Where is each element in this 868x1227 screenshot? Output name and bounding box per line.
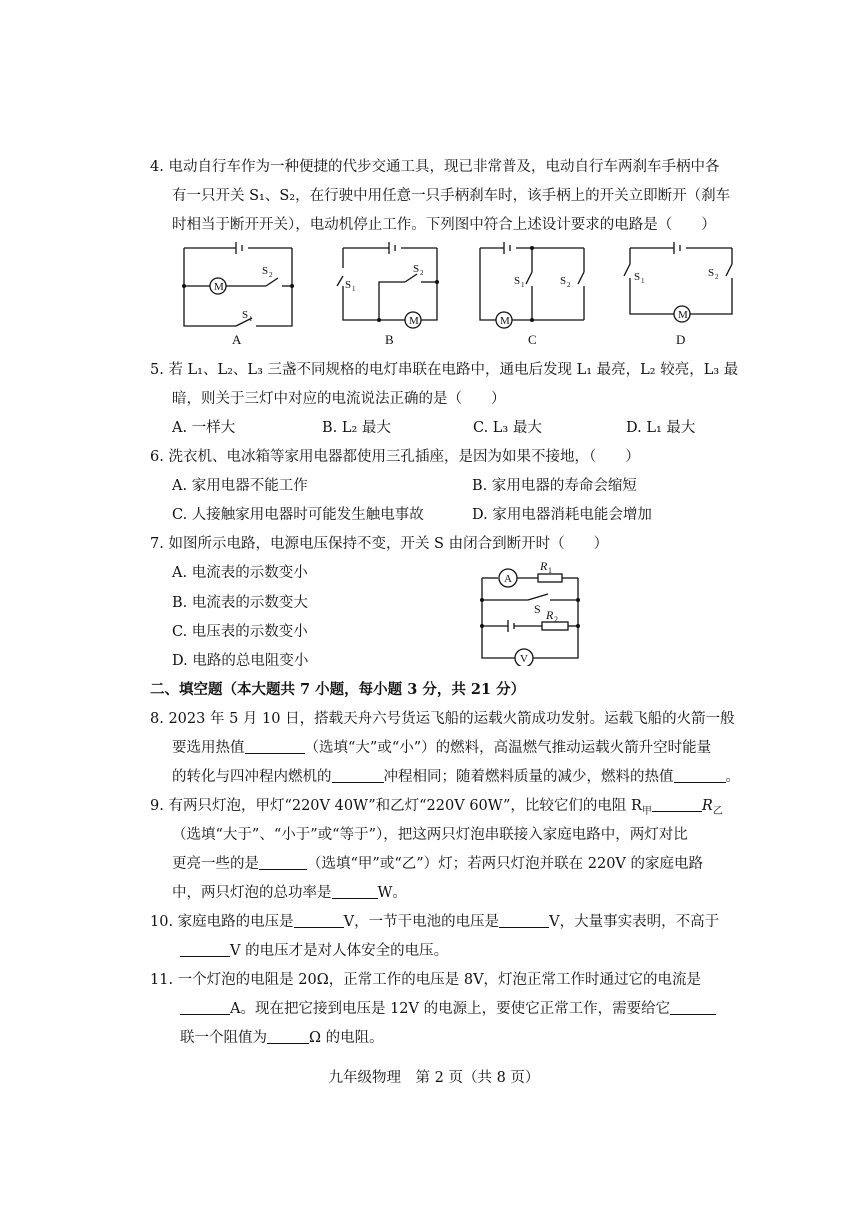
q5-option-a: A. 一样大 — [172, 420, 236, 436]
motor-label: M — [214, 281, 224, 293]
q10-line-2: V 的电压才是对人体安全的电压。 — [180, 941, 448, 961]
answer-blank[interactable] — [245, 739, 305, 754]
q8-line-2: 要选用热值 （选填“大”或“小”）的燃料，高温燃气推动运载火箭升空时能量 — [172, 740, 712, 756]
q7-option-d: D. 电路的总电阻变小 — [172, 653, 309, 669]
r2-sub: 2 — [554, 615, 558, 624]
q9-line-1: 9. 有两只灯泡，甲灯“220V 40W”和乙灯“220V 60W”，比较它们的电阻 $R_甲$ $R_乙$ — [150, 798, 723, 817]
answer-blank[interactable] — [180, 1000, 230, 1015]
q7-option-a: A. 电流表的示数变小 — [172, 565, 308, 581]
switch-s1-label: S — [242, 309, 249, 321]
q11-line-2: A。现在把它接到电压是 12V 的电源上，要使它正常工作，需要给它 — [180, 999, 716, 1019]
ammeter-label: A — [504, 573, 512, 585]
r1-sub: 1 — [548, 566, 552, 575]
q11-line-1: 11. 一个灯泡的电阻是 20Ω，正常工作的电压是 8V，灯泡正常工作时通过它的电流是 — [150, 972, 702, 988]
answer-blank[interactable] — [499, 913, 549, 928]
option-label: B — [385, 332, 394, 347]
page-footer: 九年级物理 第 2 页（共 8 页） — [328, 1070, 540, 1086]
option-label: A — [232, 332, 242, 347]
q9-line-2: （选填“大于”、“小于”或“等于”），把这两只灯泡串联接入家庭电路中，两灯对比 — [172, 827, 688, 843]
switch-s2-label: S — [708, 267, 715, 279]
q7-option-c: C. 电压表的示数变小 — [172, 624, 308, 640]
q6-option-b: B. 家用电器的寿命会缩短 — [472, 478, 637, 494]
answer-blank[interactable] — [294, 913, 344, 928]
switch-s2-label: S — [413, 263, 420, 275]
switch-s2-sub: 2 — [420, 269, 424, 277]
voltmeter-label: V — [520, 653, 528, 665]
q6-option-c: C. 人接触家用电器时可能发生触电事故 — [172, 507, 424, 523]
circuit-diagram-c — [472, 234, 592, 348]
switch-s1-sub: 1 — [521, 281, 525, 289]
section-2-heading: 二、填空题（本大题共 7 小题，每小题 3 分，共 21 分） — [150, 681, 526, 698]
switch-s2-label: S — [262, 265, 269, 277]
q5-option-c: C. L₃ 最大 — [473, 420, 542, 436]
q5-line-2: 暗，则关于三灯中对应的电流说法正确的是（ ） — [172, 391, 506, 407]
switch-s1-sub: 1 — [352, 285, 356, 293]
q9-line-4: 中，两只灯泡的总功率是 W。 — [172, 885, 407, 901]
answer-blank[interactable] — [180, 942, 230, 957]
answer-blank[interactable] — [259, 855, 307, 870]
answer-blank[interactable] — [267, 1029, 309, 1044]
q4-line-1: 4. 电动自行车作为一种便捷的代步交通工具，现已非常普及，电动自行车两刹车手柄中各 — [150, 159, 720, 175]
q8-line-1: 8. 2023 年 5 月 10 日，搭载天舟六号货运飞船的运载火箭成功发射。运载飞船的火箭一般 — [150, 711, 735, 727]
answer-blank[interactable] — [332, 884, 378, 899]
motor-label: M — [409, 315, 419, 327]
circuit-diagram-d — [620, 234, 745, 348]
q5-option-d: D. L₁ 最大 — [626, 420, 696, 436]
q11-line-3: 联一个阻值为 Ω 的电阻。 — [180, 1030, 384, 1046]
r2-label: R — [546, 608, 554, 622]
switch-s2-sub: 2 — [567, 281, 571, 289]
q5-line-1: 5. 若 L₁、L₂、L₃ 三盏不同规格的电灯串联在电路中，通电后发现 L₁ 最亮，L₂ 较亮，L₃ 最 — [150, 362, 739, 378]
q4-line-3: 时相当于断开开关），电动机停止工作。下列图中符合上述设计要求的电路是（ ） — [172, 217, 716, 233]
q8-line-3: 的转化与四冲程内燃机的 冲程相同；随着燃料质量的减少，燃料的热值 。 — [172, 769, 740, 785]
q6-option-d: D. 家用电器消耗电能会增加 — [472, 507, 652, 523]
q6-line-1: 6. 洗衣机、电冰箱等家用电器都使用三孔插座，是因为如果不接地，（ ） — [150, 449, 640, 465]
answer-blank[interactable] — [674, 768, 726, 783]
q5-option-b: B. L₂ 最大 — [322, 420, 391, 436]
q10-line-1: 10. 家庭电路的电压是 V，一节干电池的电压是 V，大量事实表明，不高于 — [150, 914, 720, 930]
switch-s1-label: S — [514, 275, 521, 287]
option-label: D — [676, 332, 686, 347]
switch-s1-label: S — [345, 279, 352, 291]
answer-blank[interactable] — [332, 768, 384, 783]
answer-blank[interactable] — [670, 1000, 716, 1015]
q7-option-b: B. 电流表的示数变大 — [172, 595, 308, 611]
q4-line-2: 有一只开关 S₁、S₂，在行驶中用任意一只手柄刹车时，该手柄上的开关立即断开（刹车 — [172, 188, 731, 204]
q9-line-3: 更亮一些的是 （选填“甲”或“乙”）灯；若两只灯泡并联在 220V 的家庭电路 — [172, 856, 704, 872]
q6-option-a: A. 家用电器不能工作 — [172, 478, 308, 494]
motor-label: M — [500, 315, 510, 327]
switch-s1-sub: 1 — [641, 277, 645, 285]
circuit-diagram-a — [178, 238, 298, 348]
switch-s2-label: S — [560, 275, 567, 287]
q7-circuit-diagram — [472, 556, 588, 666]
option-label: C — [528, 332, 537, 347]
motor-label: M — [678, 309, 688, 321]
switch-s2-sub: 2 — [269, 271, 273, 279]
switch-s1-label: S — [634, 271, 641, 283]
circuit-diagram-b — [325, 238, 445, 348]
switch-s1-sub: 1 — [249, 315, 253, 323]
switch-s-label: S — [534, 602, 541, 616]
r1-label: R — [540, 559, 548, 573]
answer-blank[interactable] — [652, 797, 702, 812]
switch-s2-sub: 2 — [715, 273, 719, 281]
q7-line-1: 7. 如图所示电路，电源电压保持不变，开关 S 由闭合到断开时（ ） — [150, 536, 609, 552]
